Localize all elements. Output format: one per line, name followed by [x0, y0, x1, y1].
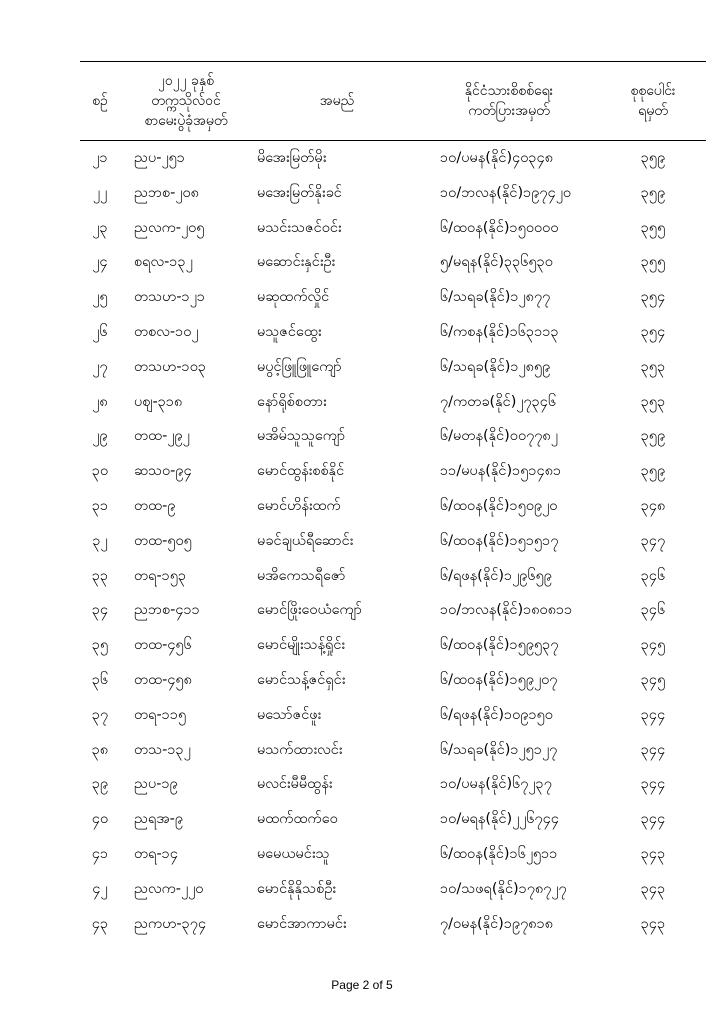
- table-row: [0, 280, 724, 314]
- table-row: [0, 663, 724, 697]
- exam-roll-cell: တသဟ-၁၀၃: [134, 358, 207, 375]
- exam-roll-cell: ဆသဝ-၉၄: [134, 463, 192, 480]
- nrc-cell: ၁၀/ပမန(နိုင်)၄၀၃၄၈: [440, 150, 554, 166]
- name-cell: မအေးမြတ်နိုးခင်: [257, 184, 342, 201]
- nrc-cell: ၆/ထဝန(နိုင်)၁၅၀၉၂၀: [440, 498, 558, 514]
- nrc-cell: ၆/ထဝန(နိုင်)၁၅၁၅၁၇: [440, 532, 559, 549]
- name-cell: မပွင့်ဖြူဖြူကျော်: [257, 358, 342, 375]
- table-row: [0, 698, 724, 732]
- exam-roll-cell: တစလ-၁၀၂: [134, 324, 199, 340]
- exam-roll-cell: တသ-၁၃၂: [134, 741, 191, 758]
- total-marks-cell: ၃၅၃: [640, 358, 666, 375]
- table-row: [0, 524, 724, 558]
- total-marks-cell: ၃၅၅: [640, 254, 666, 271]
- serial-no-cell: ၃၉: [91, 776, 109, 793]
- total-marks-cell: ၃၄၄: [640, 706, 666, 723]
- nrc-cell: ၆/ရဖန(နိုင်)၁၂၉၆၅၉: [440, 567, 552, 584]
- exam-roll-cell: ညဘစ-၂၀၈: [134, 184, 199, 201]
- page-number: Page 2 of 5: [331, 978, 393, 992]
- serial-no-cell: ၂၁: [92, 150, 108, 166]
- exam-roll-cell: ညပ-၁၉: [134, 776, 178, 793]
- name-cell: မခင်ချယ်ရီဆောင်း: [257, 532, 354, 549]
- name-cell: မောင်ဖြိုးဝေယံကျော်: [257, 602, 362, 619]
- name-cell: မောင်မျိုးသန့်ရှိုင်း: [257, 637, 346, 654]
- nrc-cell: ၆/သရခ(နိုင်)၁၂၅၁၂၇: [440, 741, 558, 758]
- table-row: [0, 559, 724, 593]
- serial-no-cell: ၂၈: [92, 393, 108, 410]
- total-marks-cell: ၃၄၄: [640, 811, 666, 828]
- name-cell: မမေယမင်းသူ: [257, 846, 330, 862]
- nrc-cell: ၆/ထဝန(နိုင်)၁၅၉၅၃၇: [440, 637, 559, 654]
- table-row: [0, 872, 724, 906]
- serial-no-cell: ၄၀: [91, 811, 109, 828]
- nrc-cell: ၆/ထဝန(နိုင်)၁၅၉၂၀၇: [440, 672, 558, 688]
- nrc-cell: ၁၀/သဖရ(နိုင်)၁၇၈၇၂၇: [440, 880, 567, 897]
- exam-roll-cell: တထ-၄၅၈: [134, 672, 192, 688]
- name-cell: မသက်ထားလင်း: [257, 741, 343, 758]
- nrc-cell: ၆/သရခ(နိုင်)၁၂၈၇၇: [440, 289, 551, 306]
- total-marks-cell: ၃၄၃: [640, 880, 666, 897]
- total-marks-cell: ၃၅၃: [640, 393, 666, 410]
- exam-roll-cell: စရလ-၁၃၂: [134, 254, 193, 271]
- total-marks-cell: ၃၅၉: [640, 428, 666, 445]
- header-total-marks: စုစုပေါင်း ရမှတ်: [630, 82, 676, 119]
- table-row: [0, 385, 724, 419]
- table-row: [0, 315, 724, 349]
- name-cell: နော်ရိုစ်စတား: [257, 393, 327, 410]
- table-row: [0, 733, 724, 767]
- name-cell: မောင်အာကာမင်း: [257, 915, 347, 932]
- serial-no-cell: ၂၆: [92, 324, 108, 340]
- serial-no-cell: ၂၂: [92, 184, 108, 201]
- name-cell: မသော်ဇင်ဖူး: [257, 706, 322, 723]
- name-cell: မောင်ထွန်းစစ်နိုင်: [257, 463, 345, 480]
- serial-no-cell: ၂၃: [92, 219, 108, 236]
- exam-roll-cell: ညလက-၂၂၀: [134, 880, 204, 897]
- total-marks-cell: ၃၄၃: [640, 846, 666, 862]
- total-marks-cell: ၃၅၉: [640, 463, 666, 480]
- total-marks-cell: ၃၄၈: [640, 498, 666, 514]
- name-cell: မဆုထက်လှိုင်: [257, 289, 330, 306]
- exam-roll-cell: ပဈ-၃၁၈: [134, 393, 183, 410]
- total-marks-cell: ၃၅၉: [640, 150, 666, 166]
- total-marks-cell: ၃၄၆: [640, 602, 666, 619]
- serial-no-cell: ၃၀: [91, 463, 109, 480]
- total-marks-cell: ၃၅၅: [640, 219, 666, 236]
- nrc-cell: ၅/မရန(နိုင်)၃၃၆၅၃၀: [440, 254, 553, 271]
- serial-no-cell: ၂၇: [92, 358, 108, 375]
- serial-no-cell: ၃၇: [91, 706, 109, 723]
- name-cell: မဆောင်းနှင်းဦး: [257, 254, 336, 271]
- total-marks-cell: ၃၄၄: [640, 741, 666, 758]
- name-cell: မိအေးမြတ်မိုး: [257, 150, 327, 166]
- nrc-cell: ၇/ဝမန(နိုင်)၁၉၇၈၁၈: [440, 915, 554, 932]
- header-exam-roll-no: ၂၀၂၂ ခုနှစ် တက္ကသိုလ်ဝင် စာမေးပွဲခုံအမှတ်: [144, 72, 228, 129]
- total-marks-cell: ၃၄၃: [640, 915, 666, 932]
- name-cell: မောင်ဟိန်းထက်: [257, 498, 341, 514]
- serial-no-cell: ၂၄: [92, 254, 108, 271]
- nrc-cell: ၇/ကတခ(နိုင်)၂၇၃၄၆: [440, 393, 557, 410]
- table-row: [0, 245, 724, 279]
- serial-no-cell: ၃၂: [92, 532, 108, 549]
- name-cell: မအိမ်သူသူကျော်: [257, 428, 346, 445]
- name-cell: မလင်းမီမီထွန်း: [257, 776, 333, 793]
- name-cell: မောင်သန့်ဇင်ရှင်း: [257, 672, 346, 688]
- table-row: [0, 802, 724, 836]
- nrc-cell: ၁၀/ပမန(နိုင်)၆၇၂၃၇: [440, 776, 552, 793]
- total-marks-cell: ၃၄၇: [640, 532, 666, 549]
- nrc-cell: ၆/မတန(နိုင်)၀၀၇၇၈၂: [440, 428, 558, 445]
- exam-roll-cell: ညပ-၂၅၁: [134, 150, 185, 166]
- exam-roll-cell: တထ-၂၉၂: [134, 428, 190, 445]
- exam-roll-cell: ညဘစ-၄၁၁: [134, 602, 200, 619]
- table-row: [0, 176, 724, 210]
- table-row: [0, 907, 724, 941]
- serial-no-cell: ၄၂: [92, 880, 108, 897]
- table-row: [0, 454, 724, 488]
- total-marks-cell: ၃၄၅: [640, 637, 666, 654]
- table-row: [0, 211, 724, 245]
- total-marks-cell: ၃၄၅: [640, 672, 666, 688]
- header-serial-no: စဉ်: [92, 92, 108, 109]
- name-cell: မအိကေသရီဇော်: [257, 567, 346, 584]
- exam-roll-cell: တသဟ-၁၂၁: [134, 289, 205, 306]
- table-row: [0, 837, 724, 871]
- name-cell: မသင်းသဇင်ဝင်း: [257, 219, 342, 236]
- nrc-cell: ၆/ကစန(နိုင်)၁၆၃၁၁၃: [440, 324, 559, 340]
- nrc-cell: ၆/သရခ(နိုင်)၁၂၈၅၉: [440, 358, 551, 375]
- table-row: [0, 141, 724, 175]
- serial-no-cell: ၄၁: [91, 846, 109, 862]
- nrc-cell: ၆/ရဖန(နိုင်)၁၀၉၁၅၀: [440, 706, 553, 723]
- exam-roll-cell: တထ-၅၀၅: [134, 532, 192, 549]
- nrc-cell: ၁၁/မပန(နိုင်)၁၅၁၄၈၁: [440, 463, 562, 480]
- table-row: [0, 489, 724, 523]
- table-row: [0, 350, 724, 384]
- exam-roll-cell: ညလက-၂၀၅: [134, 219, 205, 236]
- table-row: [0, 593, 724, 627]
- serial-no-cell: ၄၃: [91, 915, 109, 932]
- serial-no-cell: ၃၆: [91, 672, 109, 688]
- serial-no-cell: ၃၃: [91, 567, 109, 584]
- total-marks-cell: ၃၅၄: [640, 289, 666, 306]
- serial-no-cell: ၂၉: [92, 428, 108, 445]
- serial-no-cell: ၃၅: [91, 637, 109, 654]
- total-marks-cell: ၃၄၆: [640, 567, 666, 584]
- table-row: [0, 419, 724, 453]
- nrc-cell: ၆/ထဝန(နိုင်)၁၆၂၅၁၁: [440, 846, 558, 862]
- nrc-cell: ၁၀/ဘလန(နိုင်)၁၈၀၈၁၁: [440, 602, 573, 619]
- exam-roll-cell: တထ-၉: [134, 498, 176, 514]
- serial-no-cell: ၃၄: [91, 602, 109, 619]
- total-marks-cell: ၃၄၄: [640, 776, 666, 793]
- total-marks-cell: ၃၅၄: [640, 324, 666, 340]
- nrc-cell: ၁၀/ဘလန(နိုင်)၁၉၇၄၂၀: [440, 184, 572, 201]
- nrc-cell: ၁၀/မရန(နိုင်)၂၂၆၇၄၄: [440, 811, 560, 828]
- serial-no-cell: ၃၁: [91, 498, 109, 514]
- exam-roll-cell: တရ-၁၅၃: [134, 567, 187, 584]
- table-row: [0, 767, 724, 801]
- name-cell: မထက်ထက်ဝေ: [257, 811, 338, 828]
- serial-no-cell: ၃၈: [91, 741, 109, 758]
- exam-roll-cell: ညရအ-၉: [134, 811, 184, 828]
- name-cell: မောင်နိုနိုသစ်ဦး: [257, 880, 337, 897]
- table-row: [0, 628, 724, 662]
- serial-no-cell: ၂၅: [92, 289, 108, 306]
- exam-roll-cell: တရ-၁၁၅: [134, 706, 187, 723]
- header-name: အမည်: [319, 92, 355, 109]
- exam-roll-cell: တရ-၁၄: [134, 846, 178, 862]
- total-marks-cell: ၃၅၉: [640, 184, 666, 201]
- exam-roll-cell: တထ-၄၅၆: [134, 637, 192, 654]
- name-cell: မသူဇင်ထွေး: [257, 324, 322, 340]
- header-nrc: နိုင်ငံသားစိစစ်ရေး ကတ်ပြားအမှတ်: [464, 82, 554, 119]
- nrc-cell: ၆/ထဝန(နိုင်)၁၅၀၀၀၀: [440, 219, 559, 236]
- exam-roll-cell: ညကဟ-၃၇၄: [134, 915, 207, 932]
